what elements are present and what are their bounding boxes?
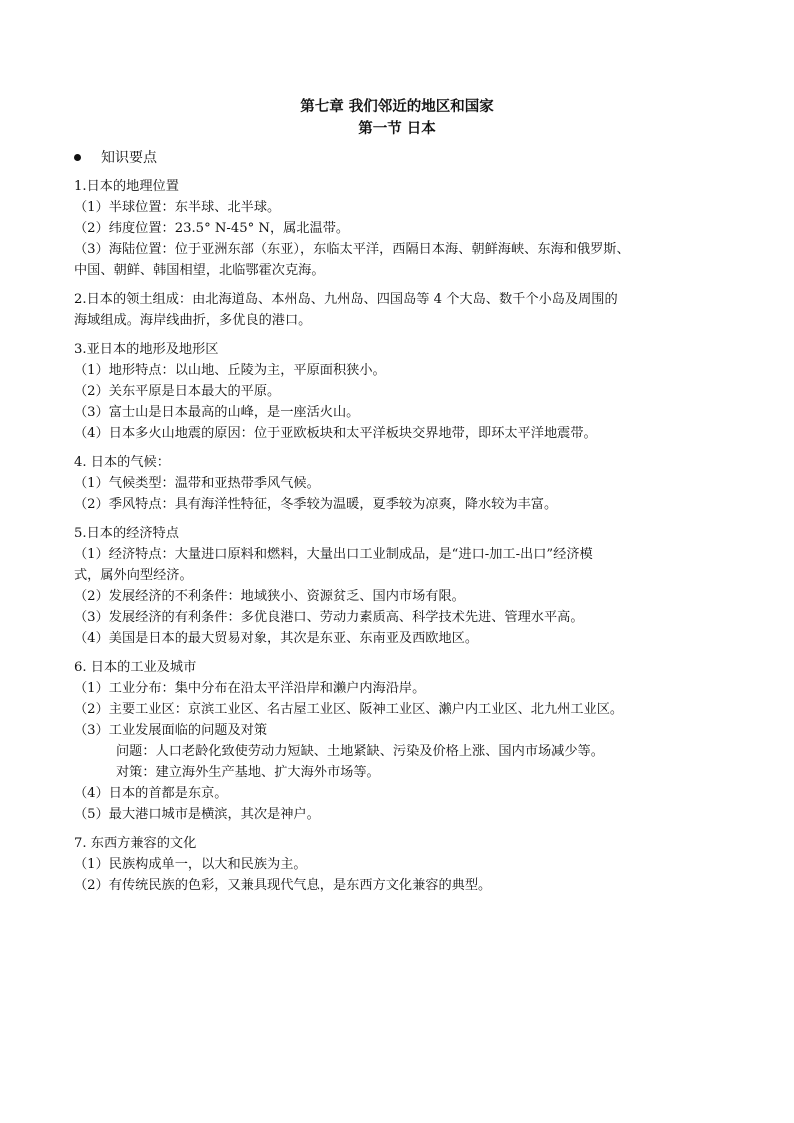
section-terrain (74, 339, 726, 444)
sub-item-problems: 问题：人口老龄化致使劳动力短缺、土地紧缺、污染及价格上涨、国内市场减少等。 (116, 744, 604, 759)
list-item (74, 628, 726, 649)
item-number: （2） (74, 221, 109, 236)
item-text: 有传统民族的色彩，又兼具现代气息，是东西方文化兼容的典型。 (108, 878, 492, 893)
item-text-continuation: 式，属外向型经济。 (74, 568, 193, 583)
list-item (74, 875, 726, 896)
section-geo-location (74, 176, 726, 281)
item-number: （1） (74, 200, 109, 215)
item-number: （1） (74, 681, 109, 696)
list-item (74, 381, 726, 402)
title-block (0, 96, 794, 140)
section-title: 第一节 日本 (358, 121, 436, 137)
list-item (74, 678, 726, 699)
item-number: （4） (74, 786, 109, 801)
item-text: 富士山是日本最高的山峰，是一座活火山。 (108, 405, 360, 420)
item-text: 关东平原是日本最大的平原。 (108, 384, 281, 399)
chapter-title: 第七章 我们邻近的地区和国家 (300, 99, 494, 115)
item-text: 气候类型：温带和亚热带季风气候。 (108, 476, 320, 491)
item-text: 发展经济的不利条件：地域狭小、资源贫乏、国内市场有限。 (108, 589, 465, 604)
section-title: 3.亚日本的地形及地形区 (74, 342, 219, 357)
list-item (74, 804, 726, 825)
list-item (74, 720, 726, 741)
list-item (74, 783, 726, 804)
item-text: 日本的首都是东京。 (108, 786, 228, 801)
item-text: 日本多火山地震的原因：位于亚欧板块和太平洋板块交界地带，即环太平洋地震带。 (108, 426, 597, 441)
item-text: 地形特点：以山地、丘陵为主，平原面积狭小。 (108, 363, 386, 378)
item-text: 发展经济的有利条件：多优良港口、劳动力素质高、科学技术先进、管理水平高。 (108, 610, 584, 625)
section-title: 1.日本的地理位置 (74, 179, 179, 194)
section-economy (74, 523, 726, 649)
item-text: 季风特点：具有海洋性特征，冬季较为温暖，夏季较为凉爽，降水较为丰富。 (108, 497, 558, 512)
section-title: 7. 东西方兼容的文化 (74, 836, 197, 851)
section-industry (74, 657, 726, 825)
section-climate (74, 452, 726, 515)
item-number: （1） (74, 476, 109, 491)
item-text: 美国是日本的最大贸易对象，其次是东亚、东南亚及西欧地区。 (108, 631, 479, 646)
item-number: （1） (74, 363, 109, 378)
item-number: （1） (74, 547, 109, 562)
bullet-icon (74, 154, 81, 161)
list-item (74, 197, 726, 218)
section-title: 2.日本的领土组成：由北海道岛、本州岛、九州岛、四国岛等 4 个大岛、数千个小岛及周围的 (74, 292, 618, 307)
item-number: （3） (74, 405, 109, 420)
item-number: （5） (74, 807, 109, 822)
section-continuation: 海域组成。海岸线曲折，多优良的港口。 (74, 313, 312, 328)
item-text: 工业分布：集中分布在沿太平洋沿岸和濑户内海沿岸。 (108, 681, 426, 696)
section-title: 5.日本的经济特点 (74, 526, 179, 541)
item-text: 半球位置：东半球、北半球。 (108, 200, 281, 215)
list-item (74, 423, 726, 444)
list-item (74, 239, 726, 260)
knowledge-heading (74, 147, 157, 167)
item-number: （2） (74, 589, 109, 604)
list-item (74, 218, 726, 239)
list-item (74, 586, 726, 607)
item-number: （3） (74, 610, 109, 625)
list-item (74, 494, 726, 515)
item-text: 最大港口城市是横滨，其次是神户。 (108, 807, 320, 822)
content (74, 176, 726, 904)
item-text: 海陆位置：位于亚洲东部（东亚），东临太平洋，西隔日本海、朝鲜海峡、东海和俄罗斯、 (108, 242, 630, 257)
section-territory (74, 289, 726, 331)
item-number: （3） (74, 242, 109, 257)
item-number: （2） (74, 497, 109, 512)
section-culture (74, 833, 726, 896)
item-number: （3） (74, 723, 109, 738)
item-text-continuation: 中国、朝鲜、韩国相望，北临鄂霍次克海。 (74, 263, 325, 278)
item-number: （4） (74, 631, 109, 646)
item-number: （2） (74, 878, 109, 893)
list-item (74, 544, 726, 565)
item-text: 纬度位置：23.5° N-45° N，属北温带。 (108, 221, 350, 236)
list-item (74, 607, 726, 628)
item-number: （1） (74, 857, 109, 872)
item-text: 民族构成单一，以大和民族为主。 (108, 857, 307, 872)
knowledge-heading-text: 知识要点 (101, 150, 157, 166)
list-item (74, 360, 726, 381)
list-item (74, 699, 726, 720)
item-number: （4） (74, 426, 109, 441)
item-number: （2） (74, 384, 109, 399)
list-item (74, 854, 726, 875)
sub-item-countermeasures: 对策：建立海外生产基地、扩大海外市场等。 (116, 765, 380, 780)
item-number: （2） (74, 702, 109, 717)
item-text: 主要工业区：京滨工业区、名古屋工业区、阪神工业区、濑户内工业区、北九州工业区。 (108, 702, 624, 717)
item-text: 经济特点：大量进口原料和燃料，大量出口工业制成品，是“进口-加工-出口”经济模 (108, 547, 593, 562)
section-title: 4. 日本的气候： (74, 455, 170, 470)
section-title: 6. 日本的工业及城市 (74, 660, 197, 675)
list-item (74, 473, 726, 494)
item-text: 工业发展面临的问题及对策 (108, 723, 268, 738)
list-item (74, 402, 726, 423)
